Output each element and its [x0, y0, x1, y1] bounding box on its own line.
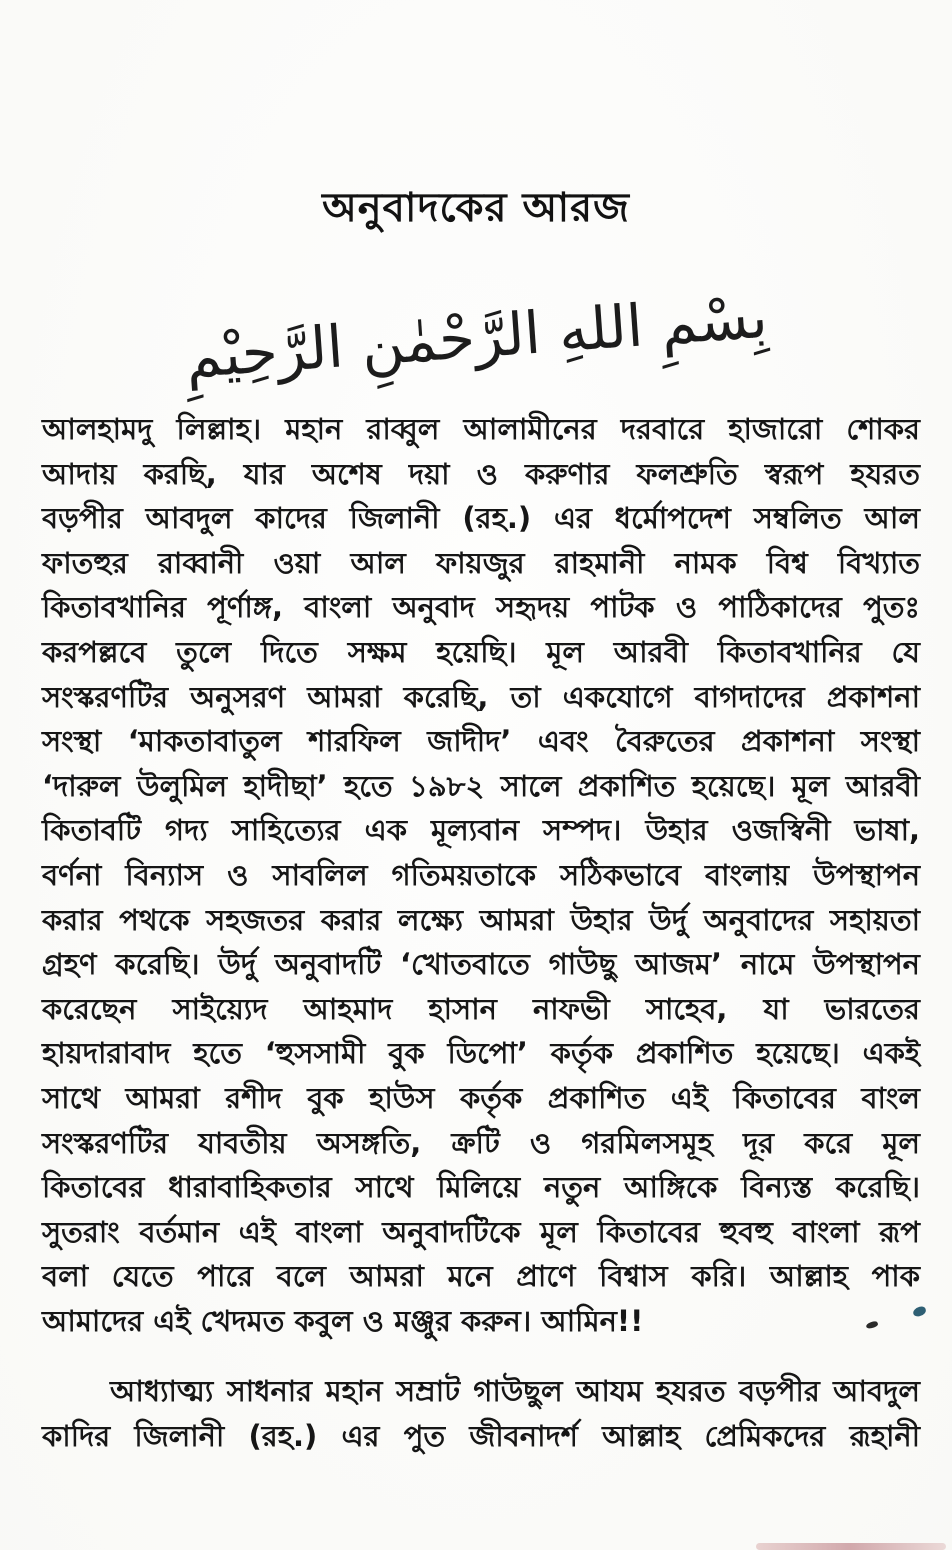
text-line: ফাতহুর রাব্বানী ওয়া আল ফায়জুর রাহমানী নামক বিশ্ব বিখ্যাত: [42, 545, 920, 580]
text-line: ‘দারুল উলুমিল হাদীছা’ হতে ১৯৮২ সালে প্রকাশিত হয়েছে। মূল আরবী: [42, 768, 920, 803]
text-line: আদায় করছি, যার অশেষ দয়া ও করুণার ফলশ্রুতি স্বরূপ হযরত: [42, 456, 920, 491]
text-line: বর্ণনা বিন্যাস ও সাবলিল গতিময়তাকে সঠিকভাবে বাংলায় উপস্থাপন: [42, 857, 920, 892]
text-line: বড়পীর আবদুল কাদের জিলানী (রহ.) এর ধর্মোপদেশ সম্বলিত আল: [42, 501, 920, 536]
text-line: গ্রহণ করেছি। উর্দু অনুবাদটি ‘খোতবাতে গাউছু আজম’ নামে উপস্থাপন: [42, 947, 920, 982]
text-line: কিতাবের ধারাবাহিকতার সাথে মিলিয়ে নতুন আঙ্গিকে বিন্যস্ত করেছি।: [42, 1170, 920, 1205]
bismillah-arabic-text: بِسْمِ اللهِ الرَّحْمٰنِ الرَّحِيْمِ: [182, 282, 770, 392]
text-line: করপল্লবে তুলে দিতে সক্ষম হয়েছি। মূল আরবী কিতাবখানির যে: [42, 634, 920, 669]
text-line: হায়দারাবাদ হতে ‘হুসসামী বুক ডিপো’ কর্তৃক প্রকাশিত হয়েছে। একই: [42, 1036, 920, 1071]
text-line: সংস্করণটির অনুসরণ আমরা করেছি, তা একযোগে বাগদাদের প্রকাশনা: [42, 679, 920, 714]
paragraph-2: [42, 1369, 920, 1458]
text-line: কিতাবটি গদ্য সাহিত্যের এক মূল্যবান সম্পদ। উহার ওজস্বিনী ভাষা,: [42, 813, 920, 848]
text-line: কাদির জিলানী (রহ.) এর পুত জীবনাদর্শ আল্লাহ প্রেমিকদের রূহানী: [42, 1419, 920, 1454]
text-line: সংস্থা ‘মাকতাবাতুল শারফিল জাদীদ’ এবং বৈরুতের প্রকাশনা সংস্থা: [42, 724, 920, 759]
text-line: আলহামদু লিল্লাহ। মহান রাব্বুল আলামীনের দরবারে হাজারো শোকর: [42, 412, 920, 446]
text-line: আমাদের এই খেদমত কবুল ও মঞ্জুর করুন। আমিন!!: [42, 1303, 644, 1338]
text-line: করেছেন সাইয়্যেদ আহমাদ হাসান নাফভী সাহেব, যা ভারতের: [42, 991, 920, 1026]
text-line: বলা যেতে পারে বলে আমরা মনে প্রাণে বিশ্বাস করি। আল্লাহ পাক: [42, 1259, 920, 1294]
text-line: সংস্করণটির যাবতীয় অসঙ্গতি, ক্রটি ও গরমিলসমূহ দূর করে মূল: [42, 1125, 920, 1160]
scan-smudge: [756, 1543, 946, 1550]
text-line: সুতরাং বর্তমান এই বাংলা অনুবাদটিকে মূল কিতাবের হুবহু বাংলা রূপ: [42, 1214, 920, 1249]
text-line: করার পথকে সহজতর করার লক্ষ্যে আমরা উহার উর্দু অনুবাদের সহায়তা: [42, 902, 920, 937]
text-line: কিতাবখানির পূর্ণাঙ্গ, বাংলা অনুবাদ সহৃদয় পাটক ও পাঠিকাদের পুতঃ: [42, 590, 920, 625]
body-text: [42, 407, 920, 1459]
text-line: আধ্যাত্ম্য সাধনার মহান সম্রাট গাউছুল আযম হযরত বড়পীর আবদুল: [110, 1374, 920, 1409]
page-title: অনুবাদকের আরজ: [322, 185, 630, 231]
paragraph-1: [42, 407, 920, 1343]
text-line: সাথে আমরা রশীদ বুক হাউস কর্তৃক প্রকাশিত এই কিতাবের বাংল: [42, 1080, 920, 1115]
bismillah-calligraphy: [0, 272, 952, 402]
